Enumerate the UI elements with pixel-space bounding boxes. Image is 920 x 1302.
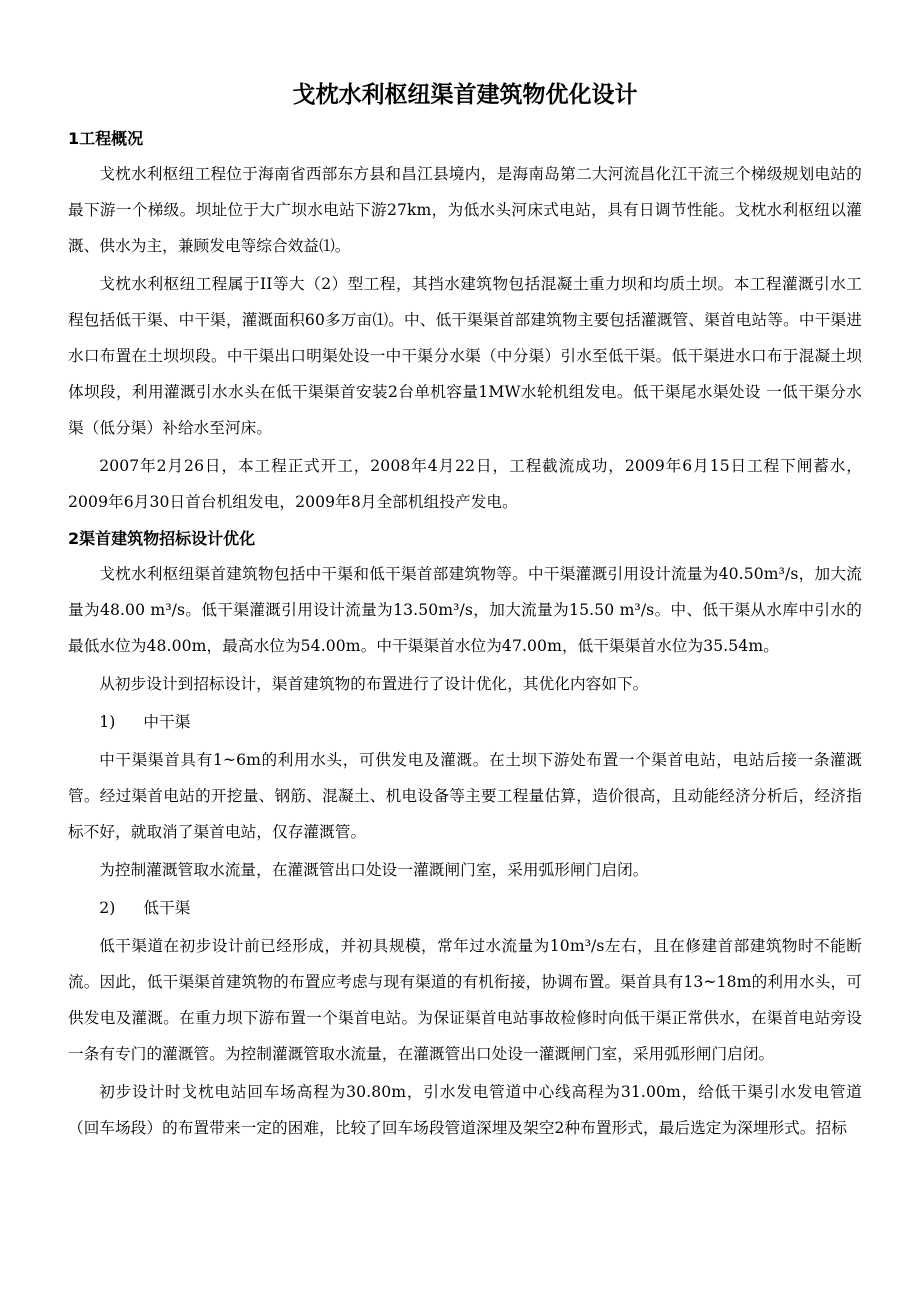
paragraph: 戈枕水利枢纽工程位于海南省西部东方县和昌江县境内，是海南岛第二大河流昌化江干流三个梯级规划电站的最下游一个梯级。坝址位于大广坝水电站下游27km，为低水头河床式电站，具有日调节性能。戈枕水利枢纽以灌溉、供水为主，兼顾发电等综合效益⑴。 [68, 165, 862, 255]
list-item-heading [68, 704, 862, 740]
paragraph: 为控制灌溉管取水流量，在灌溉管出口处设一灌溉闸门室，采用弧形闸门启闭。 [99, 861, 649, 879]
list-item-label: 中干渠 [143, 713, 191, 731]
section-heading: 1工程概况 [68, 129, 144, 148]
paragraph: 低干渠道在初步设计前已经形成，并初具规模，常年过水流量为10m³/s左右，且在修建首部建筑物时不能断流。因此，低干渠渠首建筑物的布置应考虑与现有渠道的有机衔接，协调布置。渠首具有13~18m的利用水头，可供发电及灌溉。在重力坝下游布置一个渠首电站。为保证渠首电站事故检修时向低干渠正常供水，在渠首电站旁设一条有专门的灌溉管。为控制灌溉管取水流量，在灌溉管出口处设一灌溉闸门室，采用弧形闸门启闭。 [68, 937, 862, 1063]
list-item-number: 1) [99, 713, 116, 731]
paragraph: 2007年2月26日，本工程正式开工，2008年4月22日，工程截流成功，2009年6月15日工程下闸蓄水， 2009年6月30日首台机组发电，2009年8月全部机组投产发电。 [68, 457, 862, 511]
list-item-label: 低干渠 [143, 899, 191, 917]
paragraph: 从初步设计到招标设计，渠首建筑物的布置进行了设计优化，其优化内容如下。 [99, 675, 649, 693]
document-title: 戈枕水利枢纽渠首建筑物优化设计 [292, 82, 638, 108]
list-item-heading [68, 890, 862, 926]
document-page [68, 76, 862, 1148]
paragraph: 初步设计时戈枕电站回车场高程为30.80m，引水发电管道中心线高程为31.00m，给低干渠引水发电管道（回车场段）的布置带来一定的困难，比较了回车场段管道深埋及架空2种布置形式，最后选定为深埋形式。招标 [68, 1083, 862, 1137]
section-heading: 2渠首建筑物招标设计优化 [68, 529, 256, 548]
list-item-number: 2) [99, 899, 116, 917]
paragraph: 戈枕水利枢纽工程属于II等大（2）型工程，其挡水建筑物包括混凝土重力坝和均质土坝。本工程灌溉引水工 程包括低干渠、中干渠，灌溉面积60多万亩⑴。中、低干渠渠首部建筑物主要包括灌溉管、渠首电站等。中干渠进水口布置在土坝坝段。中干渠出口明渠处设一中干渠分水渠（中分渠）引水至低干渠。低干渠进水口布于混凝土坝体坝段，利用灌溉引水水头在低干渠渠首安装2台单机容量1MW水轮机组发电。低干渠尾水渠处设 一低干渠分水渠（低分渠）补给水至河床。 [68, 275, 862, 437]
paragraph: 戈枕水利枢纽渠首建筑物包括中干渠和低干渠首部建筑物等。中干渠灌溉引用设计流量为40.50m³/s，加大流量为48.00 m³/s。低干渠灌溉引用设计流量为13.50m³/s，加大流量为15.50 m³/s。中、低干渠从水库中引水的最低水位为48.00m，最高水位为54.00m。中干渠渠首水位为47.00m，低干渠渠首水位为35.54m。 [68, 565, 862, 655]
paragraph: 中干渠渠首具有1~6m的利用水头，可供发电及灌溉。在土坝下游处布置一个渠首电站，电站后接一条灌溉管。经过渠首电站的开挖量、钢筋、混凝土、机电设备等主要工程量估算，造价很高，且动能经济分析后，经济指标不好，就取消了渠首电站，仅存灌溉管。 [68, 751, 862, 841]
